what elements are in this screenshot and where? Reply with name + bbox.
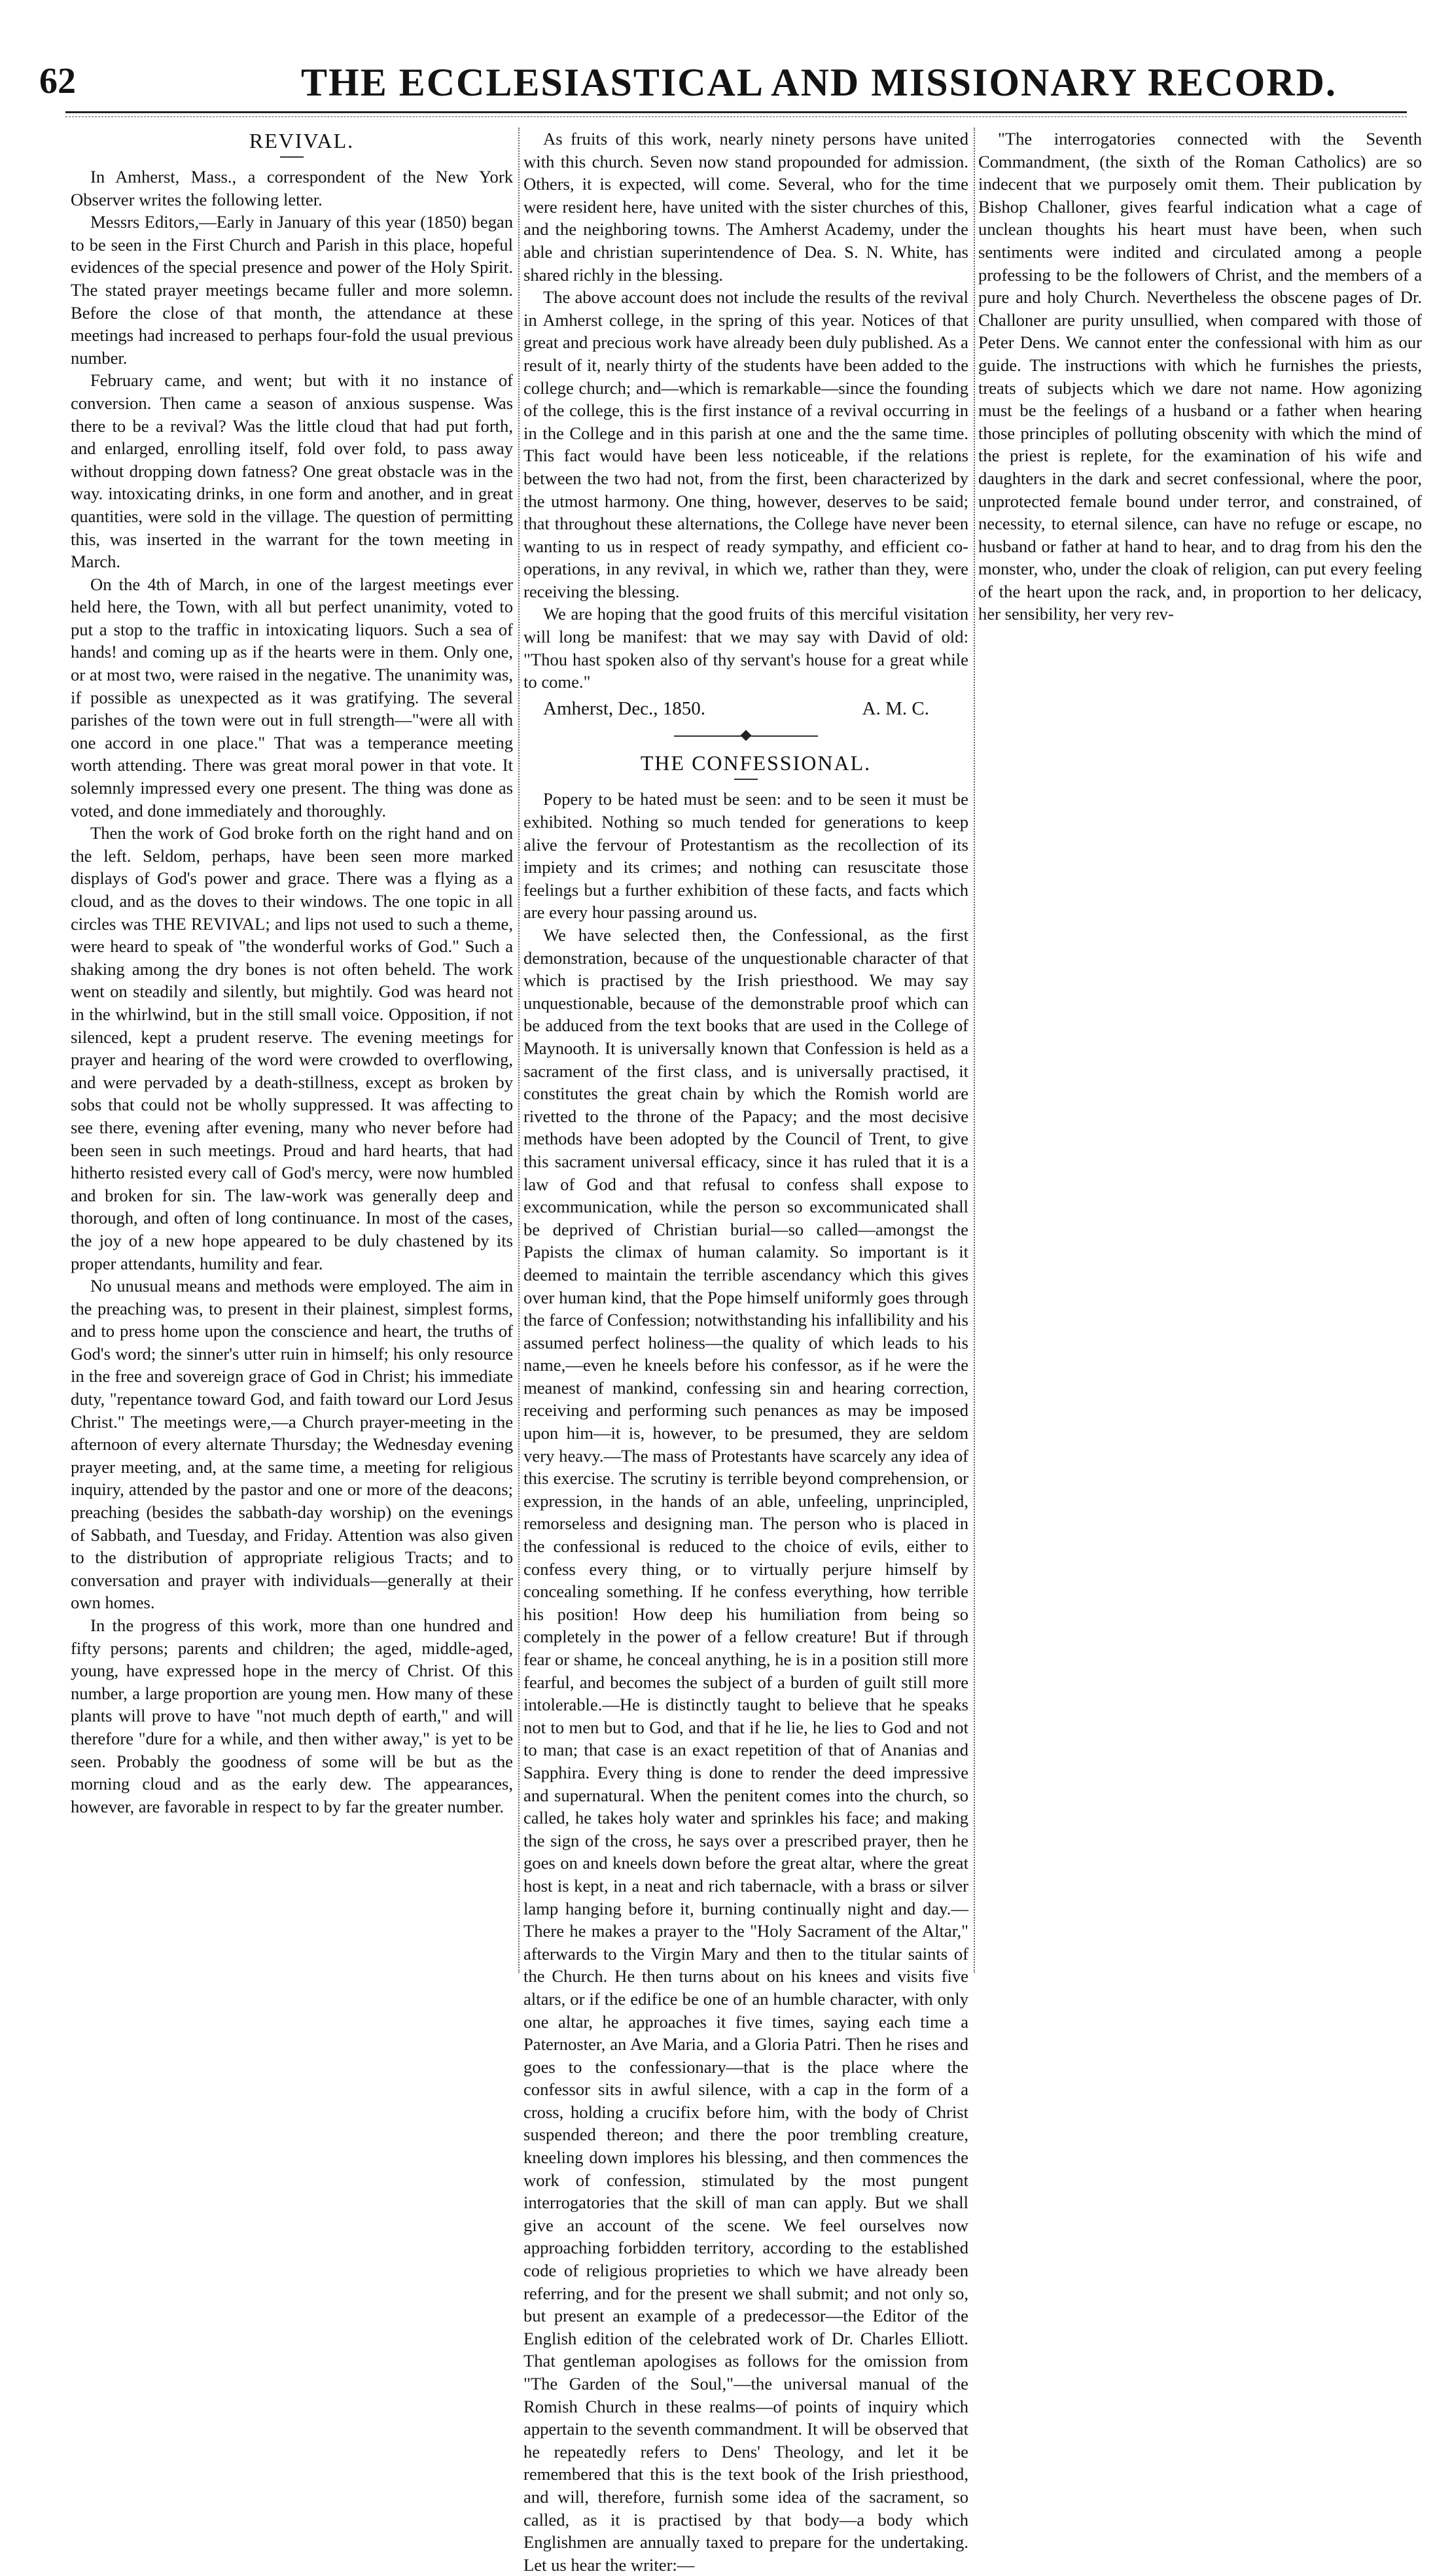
running-title: THE ECCLESIASTICAL AND MISSIONARY RECORD. [301, 61, 1337, 104]
column-1 [71, 128, 513, 1979]
header-rule-dashed [65, 116, 1407, 117]
confessional-paragraph: We have selected then, the Confessional, as the first demonstration, because of the unquestionable character of that which is practised by the Irish priesthood. We may say unquestionable, because of the demonstrable proof which can be adduced from the text books that are used in the College of Maynooth. It is universally known that Confession is held as a sacrament of the first class, and is universally practised, it constitutes the great chain by which the Romish world are rivetted to the throne of the Papacy; and the most decisive methods have been adopted by the Council of Trent, to give this sacrament universal efficacy, since it has ruled that it is a law of God and that refusal to confess shall expose to excommunication, while the person so excommunicated shall be deprived of Christian burial—so called—amongst the Papists the climax of human calamity. So important is it deemed to maintain the terrible ascendancy which this gives over human kind, that the Pope himself uniformly goes through the farce of Confession; notwithstanding his infallibility and his assumed perfect holiness—the quality of which leads to his name,—even he kneels before his confessor, as if he were the meanest of mankind, confessing sin and hearing correction, receiving and performing such penances as may be imposed upon him—it is, however, to be presumed, they are seldom very heavy.—The mass of Protestants have scarcely any idea of this exercise. The scrutiny is terrible beyond comprehension, or expression, in the hands of an able, unfeeling, unprincipled, remorseless and designing man. The person who is placed in the confessional is reduced to the choice of evils, either to confess every thing, or to virtually perjure himself by concealing something. If he confess everything, how terrible his position! How deep his humiliation from being so completely in the power of a fellow creature! But if through fear or shame, he conceal anything, he is in a position still more fearful, and becomes the subject of a burden of guilt still more intolerable.—He is distinctly taught to believe that he speaks not to men but to God, and that if he lie, he lies to God and not to man; that case is an exact repetition of that of Ananias and Sapphira. Every thing is done to render the deed impressive and supernatural. When the penitent comes into the church, so called, he takes holy water and sprinkles his face; and making the sign of the cross, he says over a prescribed prayer, then he goes on and kneels down before the great altar, where the great host is kept, in a neat and rich tabernacle, with a brass or silver lamp hanging before it, burning continually night and day.—There he makes a prayer to the "Holy Sacrament of the Altar," afterwards to the Virgin Mary and then to the titular saints of the Church. He then turns about on his knees and visits five altars, or if the edifice be one of an humble character, with only one altar, he approaches it five times, saying each time a Paternoster, an Ave Maria, and a Gloria Patri. Then he rises and goes to the confessionary—that is the place where the confessor sits in awful silence, with a cap in the form of a cross, holding a crucifix before him, with the body of Christ suspended thereon; and there the poor trembling creature, kneeling down implores his blessing, and then commences the work of confession, stimulated by the most pungent interrogatories that the skill of man can apply. But we shall give an account of the scene. We feel ourselves now approaching forbidden territory, according to the established code of religious proprieties to which we have already been referring, and for the present we shall submit; and not only so, but present an example of a predecessor—the Editor of the English edition of the celebrated work of Dr. Charles Elliott. That gentleman apologises as follows for the omission from "The Garden of the Soul,"—the universal manual of the Romish Church in these realms—of points of inquiry which appertain to the seventh commandment. It will be observed that he repeatedly refers to Dens' Theology, and let it be remembered that this is the text book of the Irish priesthood, and will, therefore, furnish some idea of the sacrament, so called, as it is practised by that body—a body which Englishmen are annually taxed to prepare for the undertaking. Let us hear the writer:— [523, 925, 968, 2575]
column-divider [974, 128, 975, 1973]
heading-rule [280, 156, 304, 158]
confessional-heading: THE CONFESSIONAL. [640, 751, 872, 775]
revival-paragraph: Messrs Editors,—Early in January of this year (1850) began to be seen in the First Church and Parish in this place, hopeful evidences of the special presence and power of the Holy Spirit. The stated prayer meetings became fuller and more solemn. Before the close of that month, the attendance at these meetings had increased to perhaps four-fold the usual previous number. [71, 212, 513, 368]
revival-paragraph: In Amherst, Mass., a correspondent of the New York Observer writes the following letter. [71, 167, 513, 209]
signoff-initials: A. M. C. [862, 697, 929, 719]
revival-paragraph: On the 4th of March, in one of the largest meetings ever held here, the Town, with all but perfect unanimity, voted to put a stop to the traffic in intoxicating liquors. Such a sea of hands! and coming up as if the hearts were in them. Only one, or at most two, were raised in the negative. The unanimity was, if possible as unexpected as it was gratifying. The several parishes of the town were out in full strength—"were all with one accord in one place." That was a temperance meeting worth attending. There was great moral power in that vote. It solemnly impressed every one present. The thing was done as voted, and done immediately and thoroughly. [71, 574, 513, 820]
revival-paragraph: Then the work of God broke forth on the right hand and on the left. Seldom, perhaps, have been seen more marked displays of God's power and grace. There was a flying as a cloud, and as the doves to their windows. The one topic in all circles was THE REVIVAL; and lips not used to such a theme, were heard to speak of "the wonderful works of God." Such a shaking among the dry bones is not often beheld. The work went on steadily and silently, but mightily. God was heard not in the whirlwind, but in the still small voice. Opposition, if not silenced, kept a prudent reserve. The evening meetings for prayer and hearing of the word were crowded to overflowing, and were pervaded by a death-stillness, except as broken by sobs that could not be wholly suppressed. It was affecting to see there, evening after evening, many who never before had been seen in such meetings. Proud and hard hearts, that had hitherto resisted every call of God's mercy, were now humbled and broken for sin. The law-work was generally deep and thorough, and often of long continuance. In most of the cases, the joy of a new hope appeared to be duly chastened by its proper attendants, humility and fear. [71, 823, 513, 1273]
revival-paragraph: No unusual means and methods were employed. The aim in the preaching was, to present in their plainest, simplest forms, and to press home upon the conscience and heart, the truths of God's word; the sinner's utter ruin in himself; his only resource in the free and sovereign grace of God in Christ; his immediate duty, "repentance toward God, and faith toward our Lord Jesus Christ." The meetings were,—a Church prayer-meeting in the afternoon of every alternate Thursday; the Wednesday evening prayer meeting, and, at the same time, a meeting for religious inquiry, attended by the pastor and one or more of the deacons; preaching (besides the sabbath-day worship) on the evenings of Sabbath, and Tuesday, and Friday. Attention was also given to the distribution of appropriate religious Tracts; and to conversation and prayer with individuals—generally at their own homes. [71, 1276, 513, 1613]
page-number: 62 [39, 61, 76, 101]
column-2 [523, 128, 968, 2575]
revival-paragraph: February came, and went; but with it no instance of conversion. Then came a season of anxious suspense. Was there to be a revival? Was the little cloud that had put forth, and enlarged, enrolling itself, fold over fold, to pass away without dropping down fatness? One great obstacle was in the way. intoxicating drinks, in one form and another, and in great quantities, were sold in the village. The question of permitting this, was inserted in the warrant for the town meeting in March. [71, 370, 513, 572]
page-header [39, 60, 1413, 113]
section-ornament [523, 732, 968, 741]
revival-heading: REVIVAL. [249, 129, 355, 152]
revival-paragraph: The above account does not include the results of the revival in Amherst college, in the spring of this year. Notices of that great and precious work have already been duly published. As a result of it, nearly thirty of the students have been added to the college church; and—which is remarkable—since the founding of the college, this is the first instance of a revival occurring in in the College and in this parish at one and the the same time. This fact would have been less noticeable, if the relations between the two had not, from the first, been characterized by the utmost harmony. One thing, however, deserves to be said; that throughout these alternations, the College have never been wanting to us in respect of ready sympathy, and efficient co-operations, in any revival, in which we, rather than they, were receiving the blessing. [523, 287, 968, 601]
column-3 [978, 128, 1422, 1979]
ornament-diamond-icon [741, 730, 752, 741]
revival-paragraph: As fruits of this work, nearly ninety persons have united with this church. Seven now stand propounded for admission. Others, it is expected, will come. Several, who for the time were resident here, have united with the sister churches of this, and the neighboring towns. The Amherst Academy, under the able and christian superintendence of Dea. S. N. White, has shared richly in the blessing. [523, 129, 968, 285]
signoff-place-date: Amherst, Dec., 1850. [543, 697, 706, 719]
header-rule [65, 111, 1407, 113]
revival-signoff [523, 694, 968, 720]
revival-paragraph: We are hoping that the good fruits of this merciful visitation will long be manifest: that we may say with David of old: "Thou hast spoken also of thy servant's house for a great while to come." [523, 604, 968, 692]
revival-paragraph: In the progress of this work, more than one hundred and fifty persons; parents and children; the aged, middle-aged, young, have expressed hope in the mercy of Christ. Of this number, a large proportion are young men. How many of these plants will prove to have "not much depth of earth," and will therefore "dure for a while, and then wither away," is yet to be seen. Probably the goodness of some will be but as the morning cloud and as the early dew. The appearances, however, are favorable in respect to by far the greater number. [71, 1615, 513, 1816]
confessional-paragraph: Popery to be hated must be seen: and to be seen it must be exhibited. Nothing so much tended for generations to keep alive the fervour of Protestantism as the recollection of its impiety and its crimes; and nothing can resuscitate those feelings but a further exhibition of these facts, and facts which are every hour passing around us. [523, 789, 968, 923]
heading-rule [734, 779, 758, 780]
column-divider [518, 128, 520, 1973]
confessional-paragraph: "The interrogatories connected with the Seventh Commandment, (the sixth of the Roman Catholics) are so indecent that we purposely omit them. Their publication by Bishop Challoner, gives fearful indication what a cage of unclean thoughts his heart must have been, when such sentiments were indited and circulated among a people professing to be the followers of Christ, and the members of a pure and holy Church. Nevertheless the obscene pages of Dr. Challoner are purity unsullied, when compared with those of Peter Dens. We cannot enter the confessional with him as our guide. The instructions with which he furnishes the priests, treats of subjects which we dare not name. How agonizing must be the feelings of a husband or a father when hearing those principles of polluting obscenity with which the mind of the priest is replete, for the examination of his wife and daughters in the dark and secret confessional, where the poor, unprotected female bound under terror, and constrained, of necessity, to eternal silence, can have no refuge or escape, no husband or father at hand to hear, and to drag from his den the monster, who, under the cloak of religion, can put every feeling of the heart upon the rack, and, in proportion to her delicacy, her sensibility, her very rev- [978, 129, 1422, 624]
